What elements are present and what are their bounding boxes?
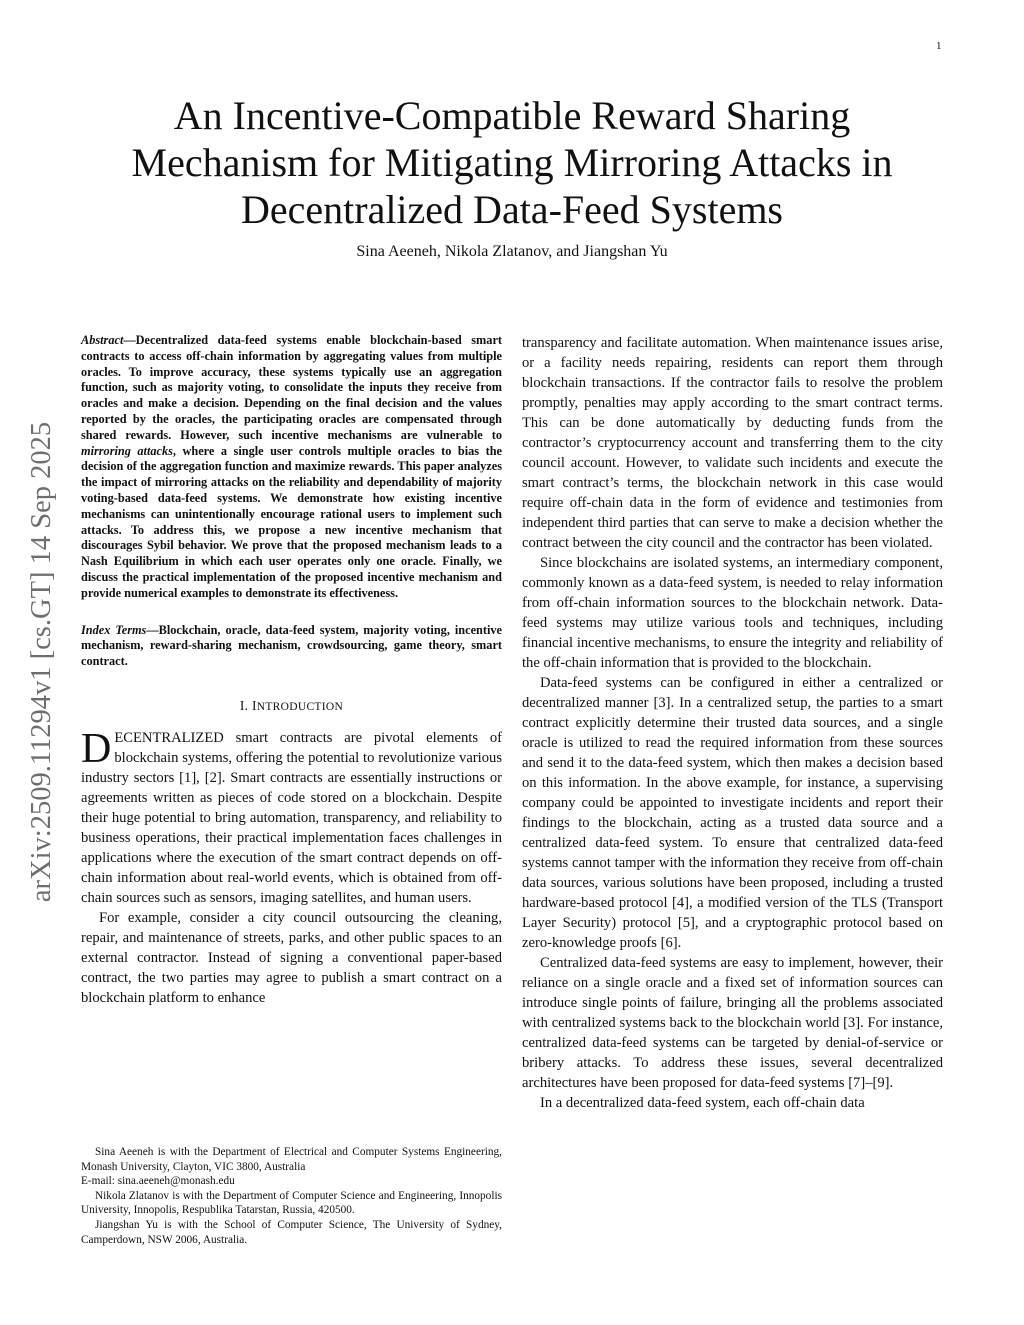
right-paragraph-4: Centralized data-feed systems are easy to implement, however, their reliance on a single oracle and a fixed set of information sources can introduce single points of failure, bringing all the problems associated with centralized systems back to the blockchain world [3]. For instance, centralized data-feed systems can be targeted by denial-of-service or bribery attacks. To address these issues, several decentralized architectures have been proposed for data-feed systems [7]–[9]. <box>522 955 943 1091</box>
section-initial: I <box>251 697 257 713</box>
footnote-author-3: Jiangshan Yu is with the School of Computer Science, The University of Sydney, Camperdown, NSW 2006, Australia. <box>81 1218 502 1246</box>
page-number: 1 <box>936 40 942 52</box>
footnotes <box>81 1145 502 1247</box>
left-column <box>81 333 502 1008</box>
right-column <box>522 333 943 1113</box>
section-numeral: I. <box>239 697 252 713</box>
intro-paragraph-1 <box>81 725 502 908</box>
author-list: Sina Aeeneh, Nikola Zlatanov, and Jiangshan Yu <box>356 243 668 260</box>
section-heading <box>81 698 502 714</box>
index-terms <box>81 623 502 670</box>
intro-p1-text: smart contracts are pivotal elements of blockchain systems, offering the potential to revolutionize various industry sectors [1], [2]. Smart contracts are essentially instructions or agreements written as pieces of code stored on a blockchain. Despite their huge potential to bring automation, transparency, and reliability to business operations, their practical implementation faces challenges in applications where the execution of the smart contract depends on off-chain information about real-world events, which is obtained from off-chain sources such as sensors, imaging satellites, and human users. <box>81 729 502 906</box>
abstract-emphasis: mirroring attacks <box>81 443 173 458</box>
section-rest: NTRODUCTION <box>256 700 344 713</box>
index-terms-text: —Blockchain, oracle, data-feed system, majority voting, incentive mechanism, reward-sharing mechanism, crowdsourcing, game theory, smart contract. <box>81 622 502 669</box>
abstract-text-1: —Decentralized data-feed systems enable blockchain-based smart contracts to access off-chain information by aggregating values from multiple oracles. To improve accuracy, these systems typically use an aggregation function, such as majority voting, to consolidate the inputs they receive from oracles and make a decision. Depending on the final decision and the values reported by the oracles, the participating oracles are compensated through shared rewards. However, such incentive mechanisms are vulnerable to <box>81 333 502 442</box>
abstract-label: Abstract <box>81 333 124 347</box>
footnote-author-1: Sina Aeeneh is with the Department of Electrical and Computer Systems Engineering, Monash University, Clayton, VIC 3800, Australia <box>81 1146 502 1173</box>
abstract <box>81 333 502 602</box>
index-terms-label: Index Terms <box>81 622 147 637</box>
right-paragraph-5: In a decentralized data-feed system, each off-chain data <box>540 1095 865 1111</box>
paper-title: An Incentive-Compatible Reward Sharing Mechanism for Mitigating Mirroring Attacks in Decentralized Data-Feed Systems <box>131 93 893 232</box>
footnote-author-2: Nikola Zlatanov is with the Department of Computer Science and Engineering, Innopolis University, Innopolis, Respublika Tatarstan, Russia, 420500. <box>81 1189 502 1217</box>
first-word: ECENTRALIZED <box>114 729 224 746</box>
intro-paragraph-2: For example, consider a city council outsourcing the cleaning, repair, and maintenance of streets, parks, and other public spaces to an external contractor. Instead of signing a conventional paper-based contract, the two parties may agree to publish a smart contract on a blockchain platform to enhance <box>81 909 502 1006</box>
right-paragraph-2: Since blockchains are isolated systems, an intermediary component, commonly known as a data-feed system, is needed to relay information from off-chain information sources to the blockchain network. Data-feed systems may utilize various tools and techniques, including financial incentive mechanisms, to ensure the integrity and reliability of the off-chain information that is provided to the blockchain. <box>522 555 943 671</box>
abstract-text-2: , where a single user controls multiple oracles to bias the decision of the aggregation function and maximize rewards. This paper analyzes the impact of mirroring attacks on the reliability and dependability of majority voting-based data-feed systems. We demonstrate how existing incentive mechanisms can unintentionally encourage rational users to implement such attacks. To address this, we propose a new incentive mechanism that discourages Sybil behavior. We prove that the proposed mechanism leads to a Nash Equilibrium in which each user operates only one oracle. Finally, we discuss the practical implementation of the proposed incentive mechanism and provide numerical examples to demonstrate its effectiveness. <box>81 443 502 600</box>
drop-cap: D <box>81 725 112 772</box>
arxiv-stamp-text: arXiv:2509.11294v1 [cs.GT] 14 Sep 2025 <box>26 421 57 903</box>
right-paragraph-1: transparency and facilitate automation. When maintenance issues arise, or a facility needs repairing, residents can report them through blockchain transactions. If the contractor fails to resolve the problem promptly, penalties may apply according to the smart contract terms. This can be done automatically by deducting funds from the contractor’s cryptocurrency account and transferring them to the city council account. However, to validate such incidents and execute the smart contract’s terms, the blockchain network in this case would require off-chain data in the form of evidence and testimonies from independent third parties that can serve to make a decision whether the contract between the city council and the contractor has been violated. <box>522 335 943 551</box>
right-paragraph-3: Data-feed systems can be configured in either a centralized or decentralized manner [3]. In a centralized setup, the parties to a smart contract explicitly determine their trusted data sources, and a single oracle is utilized to read the required information from these sources and send it to the data-feed system, which then makes a decision based on this information. In the above example, for instance, a supervising company could be appointed to investigate incidents and report their findings to the blockchain, acting as a trusted data source and a centralized data-feed system. To ensure that centralized data-feed systems cannot tamper with the information they receive from off-chain data sources, various solutions have been proposed, including a trusted hardware-based protocol [4], a modified version of the TLS (Transport Layer Security) protocol [5], and a cryptographic protocol based on zero-knowledge proofs [6]. <box>522 675 943 951</box>
footnote-email: E-mail: sina.aeeneh@monash.edu <box>81 1175 235 1188</box>
